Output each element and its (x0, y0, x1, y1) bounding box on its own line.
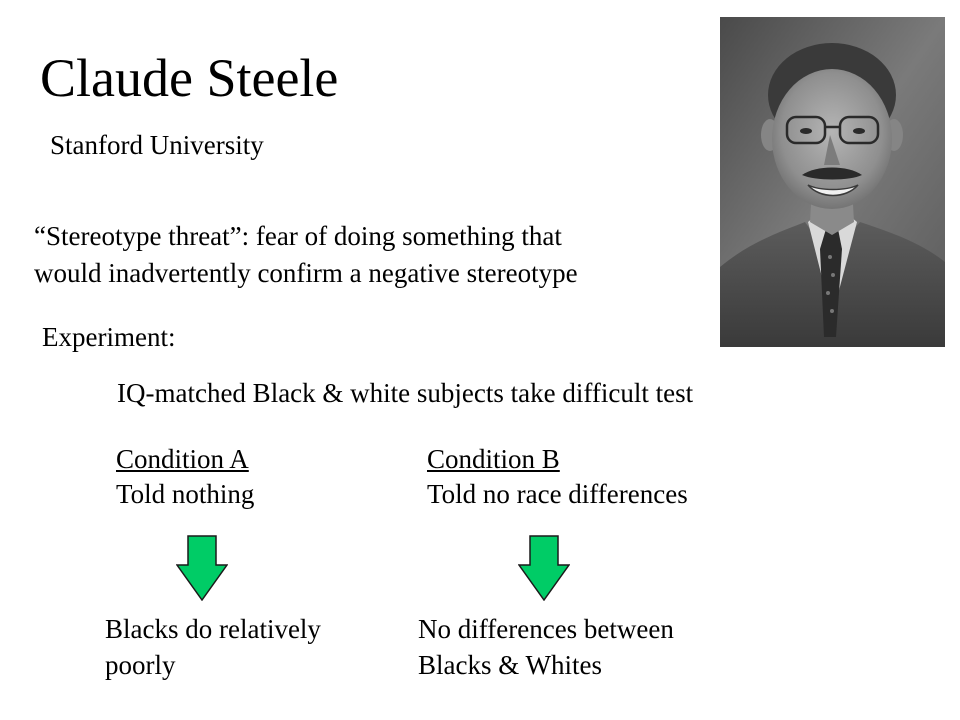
condition-a-description: Told nothing (116, 479, 255, 509)
definition-line: would inadvertently confirm a negative stereotype (34, 258, 578, 288)
portrait-image (720, 17, 945, 347)
experiment-setup: IQ-matched Black & white subjects take difficult test (117, 378, 694, 408)
condition-a-heading: Condition A (116, 444, 249, 474)
condition-a-result (105, 611, 321, 683)
condition-b-result (418, 611, 674, 683)
slide-title: Claude Steele (40, 48, 339, 108)
result-line: No differences between (418, 614, 674, 644)
result-line: poorly (105, 650, 176, 680)
condition-b-heading: Condition B (427, 444, 560, 474)
slide-subtitle: Stanford University (50, 130, 264, 160)
definition-line: “Stereotype threat”: fear of doing something that (34, 221, 562, 251)
result-line: Blacks do relatively (105, 614, 321, 644)
down-arrow-icon (176, 535, 228, 601)
definition-text (34, 218, 578, 292)
portrait-photo (720, 17, 945, 347)
condition-a (116, 442, 254, 512)
down-arrow-icon (518, 535, 570, 601)
condition-b-description: Told no race differences (427, 479, 688, 509)
result-line: Blacks & Whites (418, 650, 602, 680)
condition-b (427, 442, 688, 512)
experiment-label: Experiment: (42, 322, 176, 352)
